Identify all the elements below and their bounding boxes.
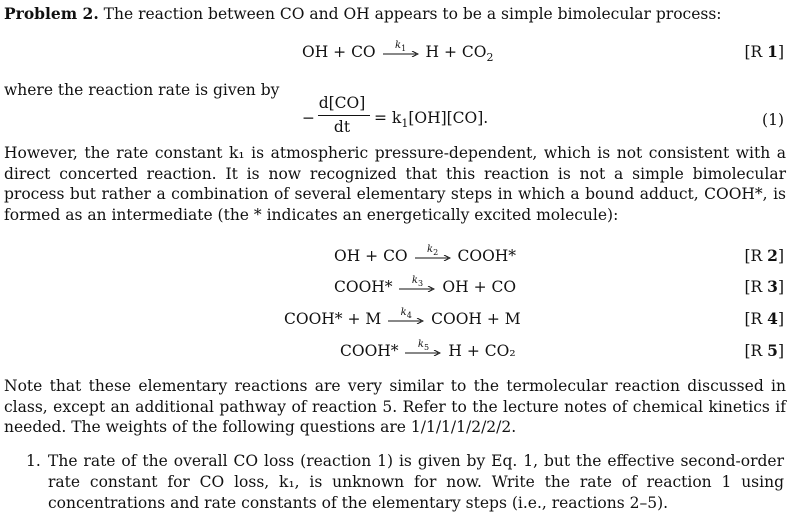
r1-tag-num: 1 <box>767 42 778 61</box>
eq1-tag: (1) <box>762 111 784 129</box>
paragraph-note: Note that these elementary reactions are very similar to the termolecular reaction discussed in class, except an additional pathway of reaction 5. Refer to the lecture notes of chemical kinetics if needed. The weights of the following questions are 1/1/1/1/2/2/2. <box>4 377 786 436</box>
r3-k: k <box>411 275 418 286</box>
r1-arrow <box>383 40 419 60</box>
r2-tag-num: 2 <box>767 246 778 265</box>
paragraph-however: However, the rate constant k₁ is atmospheric pressure-dependent, which is not consistent with a direct concerted reaction. It is now recognized that this reaction is not a simple bimolecular process but rather a combination of several elementary steps in which a bound adduct, COOH*, is formed as an intermediate (the * indicates an energetically excited molecule): <box>4 144 786 224</box>
reaction-r5 <box>340 341 516 361</box>
r2-k: k <box>427 244 434 255</box>
question-1-number: 1. <box>26 452 41 470</box>
right-arrow-icon <box>399 286 435 292</box>
r4-left: COOH* + M <box>284 310 382 328</box>
r4-k: k <box>400 307 407 318</box>
r1-k-sub: 1 <box>401 44 407 53</box>
r3-right: OH + CO <box>442 278 517 296</box>
right-arrow-icon <box>415 255 451 261</box>
r5-arrow <box>405 339 441 359</box>
r1-tag-close: ] <box>777 43 784 61</box>
rate-text: where the reaction rate is given by <box>4 81 280 99</box>
r2-right: COOH* <box>457 247 517 265</box>
r1-right-sub: 2 <box>486 51 494 65</box>
r1-k: k <box>395 40 402 51</box>
r5-tag-num: 5 <box>767 341 778 360</box>
r5-left: COOH* <box>340 342 399 360</box>
eq1-minus: − <box>302 109 315 127</box>
eq1-numerator: d[CO] <box>318 94 366 112</box>
eq1-rhs-eq: = k <box>374 109 402 127</box>
r2-tag: [R 2] <box>744 246 784 265</box>
r4-k-sub: 4 <box>406 311 412 320</box>
right-arrow-icon <box>405 350 441 356</box>
problem-intro-line <box>4 4 722 24</box>
r4-arrow <box>388 307 424 327</box>
r1-left: OH + CO <box>302 43 376 61</box>
r4-right: COOH + M <box>431 310 521 328</box>
r3-left: COOH* <box>334 278 393 296</box>
reaction-r1 <box>302 42 493 68</box>
r2-arrow <box>415 244 451 264</box>
problem-intro: The reaction between CO and OH appears to be a simple bimolecular process: <box>103 5 722 23</box>
problem-heading: Problem 2. <box>4 4 99 23</box>
r3-tag-num: 3 <box>767 277 778 296</box>
r3-arrow <box>399 275 435 295</box>
r4-tag: [R 4] <box>744 309 784 328</box>
r1-tag-open: [R <box>744 43 768 61</box>
eq1-rhs-rest: [OH][CO]. <box>408 109 489 127</box>
right-arrow-icon <box>383 51 419 57</box>
r5-k-sub: 5 <box>423 343 430 352</box>
r1-tag <box>744 42 784 62</box>
r4-tag-num: 4 <box>767 309 778 328</box>
reaction-r4 <box>284 309 521 329</box>
eq1-fraction-bar <box>318 115 370 116</box>
r5-tag: [R 5] <box>744 341 784 360</box>
reaction-r3 <box>334 277 516 297</box>
r2-k-sub: 2 <box>433 248 439 257</box>
r3-k-sub: 3 <box>417 279 424 288</box>
right-arrow-icon <box>388 318 424 324</box>
r5-right: H + CO₂ <box>448 342 516 360</box>
r1-right: H + CO <box>425 43 487 61</box>
reaction-r2 <box>334 246 516 266</box>
r5-k: k <box>417 339 424 350</box>
r2-left: OH + CO <box>334 247 408 265</box>
eq1-rhs-sub: 1 <box>401 117 409 131</box>
question-1-text: The rate of the overall CO loss (reaction 1) is given by Eq. 1, but the effective second-order rate constant for CO loss, k₁, is unknown for now. Write the rate of reaction 1 using concentrations and rate constants of the elementary steps (i.e., reactions 2–5). <box>48 452 784 512</box>
r3-tag: [R 3] <box>744 277 784 296</box>
eq1-rhs <box>374 108 488 134</box>
eq1-denominator: dt <box>333 118 351 136</box>
question-1 <box>26 451 784 514</box>
